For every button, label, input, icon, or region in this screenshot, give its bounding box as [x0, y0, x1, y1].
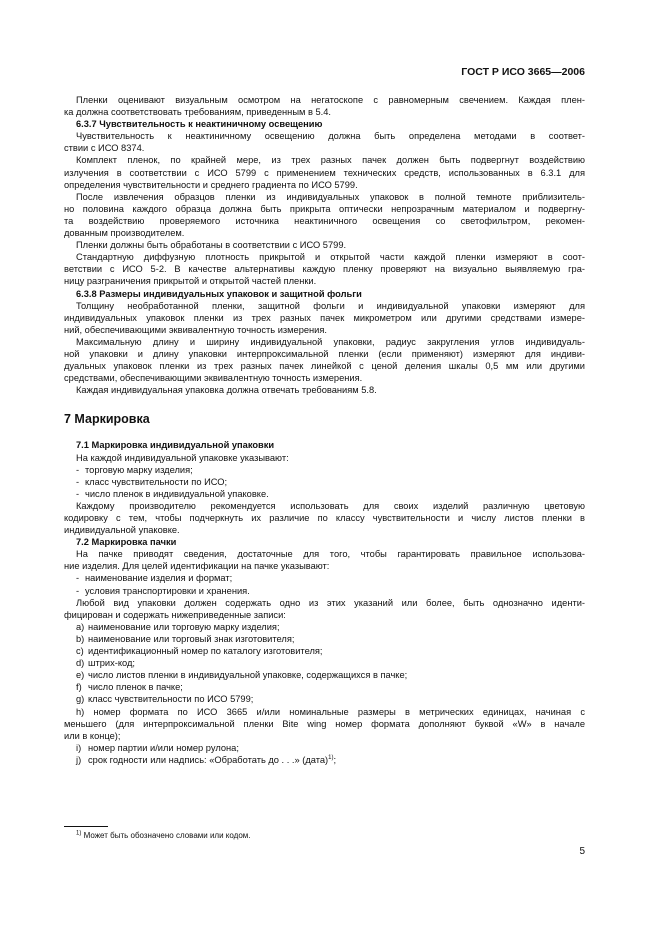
text-line: фицирован и содержать нижеприведенные записи:: [64, 609, 286, 620]
text-line: ной упаковки и длину упаковки интерпроксимальной пленки (если применяют) измеряют для индиви-: [64, 348, 585, 359]
item-text: номер формата по ИСО 3665 и/или номинальные размеры в метрических единицах, начиная с: [93, 706, 585, 717]
list-item: - наименование изделия и формат;: [64, 572, 585, 584]
list-item: [64, 754, 585, 766]
list-item: [64, 742, 585, 754]
document-header: ГОСТ Р ИСО 3665—2006: [461, 66, 585, 78]
text-line: На пачке приводят сведения, достаточные для того, чтобы гарантировать правильное использова-: [76, 549, 585, 560]
item-label: f): [76, 682, 82, 693]
paragraph: [64, 336, 585, 384]
item-text: номер партии и/или номер рулона;: [88, 742, 239, 753]
subsection-heading: 7.1 Маркировка индивидуальной упаковки: [76, 440, 275, 451]
list-item: [64, 621, 585, 633]
item-text: срок годности или надпись: «Обработать до . . .» (дата): [88, 754, 329, 765]
text-line: ветствии с ИСО 5-2. В качестве альтернативы каждую пленку проверяют на визуально выявляемую гра-: [64, 264, 585, 275]
item-label: c): [76, 646, 84, 657]
list-item-multiline: [64, 706, 585, 742]
subsection-heading: 7.2 Маркировка пачки: [76, 537, 177, 548]
list-item: - условия транспортировки и хранения.: [64, 585, 585, 597]
item-label: j): [76, 754, 82, 765]
text-line: но половина каждого образца должна быть прикрыта оптически непрозрачным материалом и подвергну-: [64, 203, 585, 214]
paragraph: [64, 597, 585, 621]
bullet-list: [64, 572, 585, 596]
footnote-reference[interactable]: 1): [328, 754, 334, 761]
text-line: дованным производителем.: [64, 228, 185, 239]
paragraph: [64, 191, 585, 239]
paragraph: На каждой индивидуальной упаковке указывают:: [76, 452, 289, 463]
bullet-list: [64, 464, 585, 500]
item-text: наименование или торговую марку изделия;: [88, 621, 280, 632]
paragraph: [64, 94, 585, 118]
text-line: та воздействию проверяемого источника неактиничного освещения со светофильтром, рекомен-: [64, 215, 585, 226]
list-item: - торговую марку изделия;: [64, 464, 585, 476]
subsection-heading: 6.3.8 Размеры индивидуальных упаковок и защитной фольги: [76, 288, 362, 299]
paragraph: [64, 548, 585, 572]
item-text-end: ;: [333, 754, 337, 765]
item-text: идентификационный номер по каталогу изготовителя;: [88, 646, 323, 657]
item-text: штрих-код;: [88, 658, 135, 669]
text-line: Чувствительность к неактиничному освещению должна быть определена методами в соответ-: [76, 131, 585, 142]
list-item: - класс чувствительности по ИСО;: [64, 476, 585, 488]
subsection-heading: 6.3.7 Чувствительность к неактиничному освещению: [76, 119, 323, 130]
item-label: b): [76, 633, 85, 644]
text-line: ка должна соответствовать требованиям, приведенным в 5.4.: [64, 107, 332, 118]
item-label: i): [76, 742, 82, 753]
text-line: излучения в соответствии с ИСО 5799 с применением технических средств, использованных в 6.3.1 для: [64, 167, 585, 178]
item-label: d): [76, 658, 85, 669]
text-line: Каждому производителю рекомендуется использовать для своих изделий различную цветовую: [76, 500, 585, 511]
list-item: [64, 657, 585, 669]
list-item: [64, 669, 585, 681]
text-line: дуальных упаковок пленки из трех разных пачек линейкой с ценой деления шкалы 0,5 мм или другими: [64, 361, 585, 372]
text-line: ние изделия. Для целей идентификации на пачке указывают:: [64, 561, 330, 572]
page-number: 5: [579, 846, 585, 857]
section-heading: 7 Маркировка: [64, 412, 150, 427]
list-item: [64, 645, 585, 657]
list-item: [64, 681, 585, 693]
lettered-list: [64, 742, 585, 766]
item-label: a): [76, 621, 85, 632]
paragraph: Пленки должны быть обработаны в соответствии с ИСО 5799.: [76, 240, 347, 251]
text-line: ний, обеспечивающими эквивалентную точность измерения.: [64, 324, 327, 335]
page-content: [64, 94, 585, 766]
footnote: [76, 831, 251, 840]
footnote-mark: 1): [76, 830, 82, 837]
item-label: e): [76, 670, 85, 681]
text-line: ницу разграничения прикрытой и открытой частей пленки.: [64, 276, 317, 287]
text-line: Толщину необработанной пленки, защитной фольги и индивидуальной упаковки измеряют для: [76, 300, 585, 311]
footnote-divider: [64, 826, 108, 827]
text-line: ствии с ИСО 8374.: [64, 143, 145, 154]
text-line: меньшего (для интерпроксимальной пленки Bite wing номер формата дополняют буквой «W» в начале: [64, 718, 585, 729]
item-text: наименование или торговый знак изготовителя;: [88, 633, 295, 644]
text-line: средствами, обеспечивающими эквивалентную точность измерения.: [64, 373, 363, 384]
text-line: индивидуальной упаковке.: [64, 525, 180, 536]
lettered-list: [64, 621, 585, 706]
paragraph: [64, 154, 585, 190]
paragraph: Каждая индивидуальная упаковка должна отвечать требованиям 5.8.: [76, 385, 377, 396]
text-line: Максимальную длину и ширину индивидуальной упаковки, радиус закругления углов индивидуаль-: [76, 336, 585, 347]
list-item: [64, 693, 585, 705]
list-item: [64, 633, 585, 645]
text-line: Стандартную диффузную плотность прикрытой и открытой части каждой пленки измеряют в соот-: [76, 252, 585, 263]
list-item: - число пленок в индивидуальной упаковке.: [64, 488, 585, 500]
text-line: или в конце);: [64, 730, 121, 741]
item-text: число листов пленки в индивидуальной упаковке, содержащихся в пачке;: [88, 670, 408, 681]
text-line: определения чувствительности и среднего градиента по ИСО 5799.: [64, 179, 358, 190]
paragraph: [64, 300, 585, 336]
text-line: Комплект пленок, по крайней мере, из трех разных пачек должен быть подвергнут воздействию: [76, 155, 585, 166]
paragraph: [64, 500, 585, 536]
text-line: Пленки оценивают визуальным осмотром на негатоскопе с равномерным свечением. Каждая плен-: [76, 95, 585, 105]
item-label: h): [76, 706, 85, 717]
item-text: число пленок в пачке;: [88, 682, 183, 693]
text-line: Любой вид упаковки должен содержать одно из этих указаний или более, быть однозначно иденти-: [76, 597, 585, 608]
text-line: индивидуальных упаковок пленки из трех разных пачек микрометром или другими средствами измере-: [64, 312, 585, 323]
text-line: кодировку с тем, чтобы подчеркнуть их различие по классу чувствительности и числу листов пленки в: [64, 513, 585, 523]
paragraph: [64, 251, 585, 287]
text-line: [64, 706, 585, 718]
paragraph: [64, 130, 585, 154]
item-label: g): [76, 694, 85, 705]
footnote-text: Может быть обозначено словами или кодом.: [83, 831, 251, 840]
text-line: После извлечения образцов пленки из индивидуальных упаковок в полной темноте приблизитель-: [76, 191, 585, 202]
item-text: класс чувствительности по ИСО 5799;: [88, 694, 254, 705]
